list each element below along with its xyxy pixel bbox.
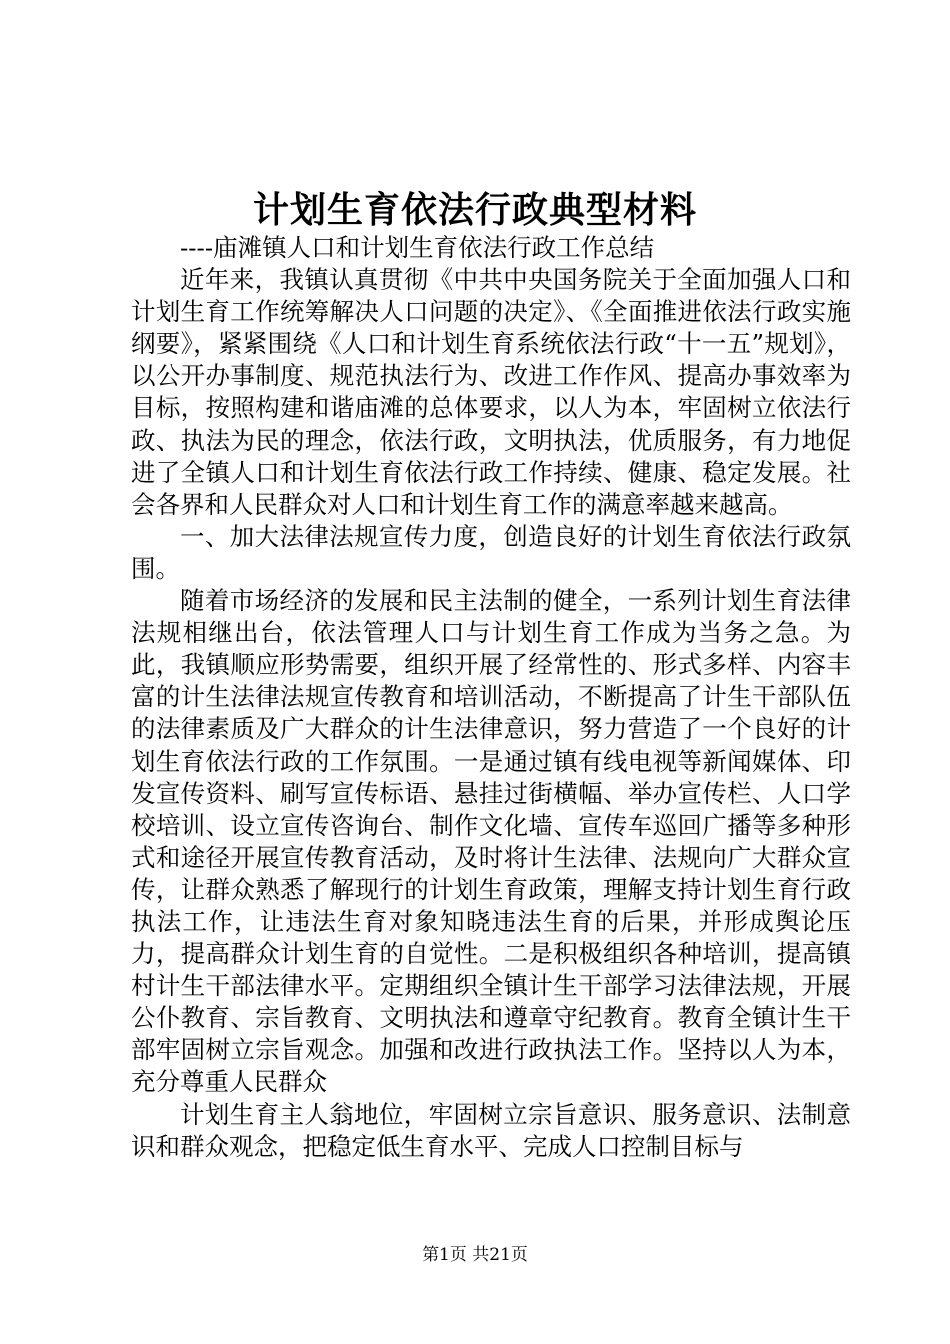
page-number-footer: 第1页 共21页 [422, 1245, 528, 1265]
document-body [131, 232, 851, 1163]
document-title: 计划生育依法行政典型材料 [252, 189, 697, 231]
section-heading-1: 一、加大法律法规宣传力度，创造良好的计划生育依法行政氛围。 [131, 521, 851, 583]
paragraph-continued: 计划生育主人翁地位，牢固树立宗旨意识、服务意识、法制意识和群众观念，把稳定低生育水平、完成人口控制目标与 [131, 1099, 851, 1161]
paragraph-intro: 近年来，我镇认真贯彻《中共中央国务院关于全面加强人口和计划生育工作统筹解决人口问题的决定》、《全面推进依法行政实施纲要》，紧紧围绕《人口和计划生育系统依法行政“十一五”规划》，以公开办事制度、规范执法行为、改进工作作风、提高办事效率为目标，按照构建和谐庙滩的总体要求，以人为本，牢固树立依法行政、执法为民的理念，依法行政，文明执法，优质服务，有力地促进了全镇人口和计划生育依法行政工作持续、健康、稳定发展。社会各界和人民群众对人口和计划生育工作的满意率越来越高。 [131, 265, 851, 519]
document-subtitle: ----庙滩镇人口和计划生育依法行政工作总结 [180, 233, 655, 262]
paragraph-section-1: 随着市场经济的发展和民主法制的健全，一系列计划生育法律法规相继出台，依法管理人口与计划生育工作成为当务之急。为此，我镇顺应形势需要，组织开展了经常性的、形式多样、内容丰富的计生法律法规宣传教育和培训活动，不断提高了计生干部队伍的法律素质及广大群众的计生法律意识，努力营造了一个良好的计划生育依法行政的工作氛围。一是通过镇有线电视等新闻媒体、印发宣传资料、刷写宣传标语、悬挂过街横幅、举办宣传栏、人口学校培训、设立宣传咨询台、制作文化墙、宣传车巡回广播等多种形式和途径开展宣传教育活动，及时将计生法律、法规向广大群众宣传，让群众熟悉了解现行的计划生育政策，理解支持计划生育行政执法工作，让违法生育对象知晓违法生育的后果，并形成舆论压力，提高群众计划生育的自觉性。二是积极组织各种培训，提高镇村计生干部法律水平。定期组织全镇计生干部学习法律法规，开展公仆教育、宗旨教育、文明执法和遵章守纪教育。教育全镇计生干部牢固树立宗旨观念。加强和改进行政执法工作。坚持以人为本，充分尊重人民群众 [131, 586, 851, 1097]
